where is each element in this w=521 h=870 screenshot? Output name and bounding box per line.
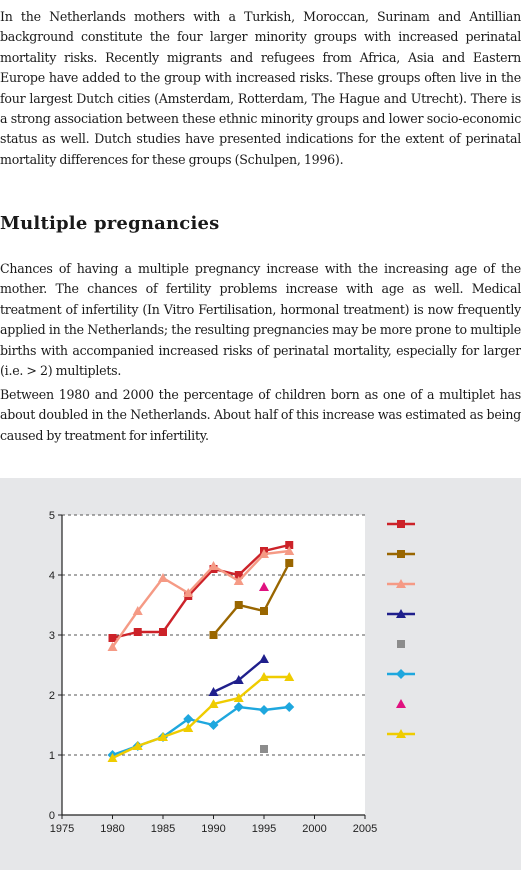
figure-panel bbox=[0, 478, 521, 870]
data-point-red bbox=[159, 628, 167, 636]
data-point-red bbox=[134, 628, 142, 636]
section-heading: Multiple pregnancies bbox=[0, 213, 220, 234]
legend-marker-brown bbox=[397, 550, 405, 558]
x-tick-label: 2000 bbox=[302, 823, 327, 835]
x-tick-label: 1995 bbox=[251, 823, 277, 835]
legend-marker-cyan bbox=[396, 669, 406, 679]
paragraph-multiplet-increase: Between 1980 and 2000 the percentage of children born as one of a multiplet has about doubled in the Netherlands. About half of this increase was estimated as being caused by treatment for infertility. bbox=[0, 387, 521, 443]
legend-marker-gray bbox=[397, 640, 405, 648]
y-tick-label: 5 bbox=[48, 510, 55, 522]
paragraph-ethnic-minorities: In the Netherlands mothers with a Turkish, Moroccan, Surinam and Antillian background constitute the four larger minority groups with increased perinatal mortality risks. Recently migrants and refugees from Africa, Asia and Eastern Europe have added to the group with increased risks. These groups often live in the four largest Dutch cities (Amsterdam, Rotterdam, The Hague and Utrecht). There is a strong association between these ethnic minority groups and lower socio-economic status as well. Dutch studies have presented indications for the extent of perinatal mortality differences for these groups (Schulpen, 1996). bbox=[0, 9, 521, 167]
data-point-gray bbox=[260, 745, 268, 753]
plot-area bbox=[62, 515, 365, 815]
x-tick-label: 2005 bbox=[352, 823, 378, 835]
data-point-red bbox=[109, 634, 117, 642]
data-point-brown bbox=[285, 559, 293, 567]
legend-marker-red bbox=[397, 520, 405, 528]
line-chart bbox=[0, 478, 521, 870]
data-point-brown bbox=[235, 601, 243, 609]
y-tick-label: 2 bbox=[48, 690, 55, 702]
data-point-brown bbox=[210, 631, 218, 639]
x-tick-label: 1975 bbox=[49, 823, 75, 835]
x-tick-label: 1990 bbox=[201, 823, 226, 835]
y-tick-label: 3 bbox=[48, 630, 55, 642]
y-tick-label: 4 bbox=[48, 570, 55, 582]
legend-marker-magenta bbox=[396, 699, 406, 708]
paragraph-multiple-pregnancy-risks: Chances of having a multiple pregnancy increase with the increasing age of the mother. The chances of fertility problems increase with age as well. Medical treatment of infertility (In Vitro Fertilisation, hormonal treatment) is now frequently applied in the Netherlands; the resulting pregnancies may be more prone to multiple births with accompanied increased risks of perinatal mortality, especially for larger (i.e. > 2) multiplets. bbox=[0, 261, 521, 379]
data-point-brown bbox=[260, 607, 268, 615]
x-tick-label: 1985 bbox=[150, 823, 176, 835]
y-tick-label: 0 bbox=[48, 810, 55, 822]
y-tick-label: 1 bbox=[48, 750, 55, 762]
x-tick-label: 1980 bbox=[100, 823, 125, 835]
